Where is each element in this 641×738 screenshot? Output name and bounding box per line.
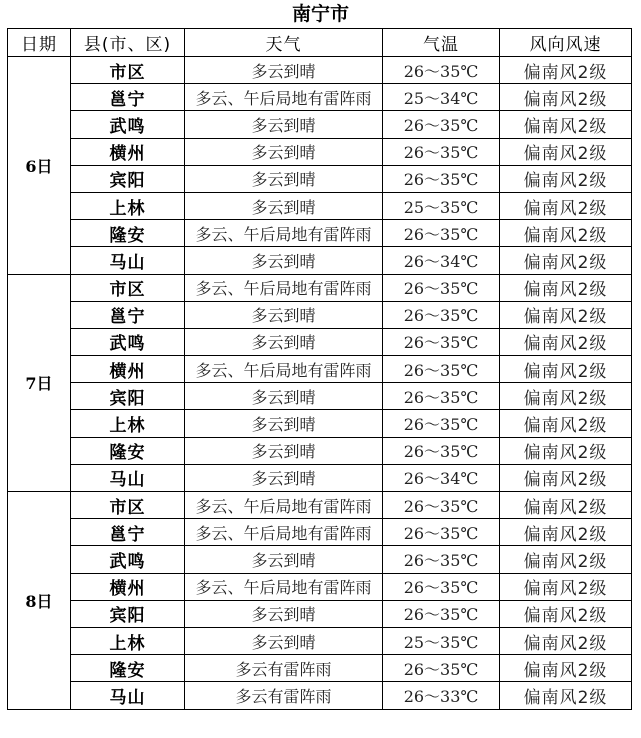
weather-cell: 多云、午后局地有雷阵雨 [185, 220, 383, 247]
weather-cell: 多云有雷阵雨 [185, 655, 383, 682]
weather-cell: 多云到晴 [185, 138, 383, 165]
temperature-cell: 26～35℃ [383, 57, 500, 84]
table-row [8, 410, 632, 437]
wind-cell: 偏南风2级 [500, 627, 632, 654]
wind-cell: 偏南风2级 [500, 57, 632, 84]
county-cell: 邕宁 [71, 84, 185, 111]
wind-cell: 偏南风2级 [500, 519, 632, 546]
county-cell: 市区 [71, 492, 185, 519]
county-cell: 宾阳 [71, 600, 185, 627]
table-row [8, 519, 632, 546]
weather-cell: 多云、午后局地有雷阵雨 [185, 274, 383, 301]
temperature-cell: 25～34℃ [383, 84, 500, 111]
wind-cell: 偏南风2级 [500, 274, 632, 301]
weather-cell: 多云、午后局地有雷阵雨 [185, 519, 383, 546]
wind-cell: 偏南风2级 [500, 328, 632, 355]
weather-cell: 多云、午后局地有雷阵雨 [185, 492, 383, 519]
wind-cell: 偏南风2级 [500, 165, 632, 192]
weather-cell: 多云到晴 [185, 247, 383, 274]
weather-cell: 多云、午后局地有雷阵雨 [185, 573, 383, 600]
temperature-cell: 26～34℃ [383, 247, 500, 274]
table-row [8, 600, 632, 627]
county-cell: 邕宁 [71, 519, 185, 546]
county-cell: 宾阳 [71, 383, 185, 410]
date-cell: 8日 [8, 492, 71, 710]
county-cell: 武鸣 [71, 328, 185, 355]
table-row [8, 247, 632, 274]
weather-cell: 多云到晴 [185, 57, 383, 84]
temperature-cell: 25～35℃ [383, 627, 500, 654]
weather-cell: 多云到晴 [185, 627, 383, 654]
table-row [8, 138, 632, 165]
county-cell: 上林 [71, 627, 185, 654]
county-cell: 邕宁 [71, 301, 185, 328]
table-row [8, 111, 632, 138]
table-row [8, 165, 632, 192]
wind-cell: 偏南风2级 [500, 655, 632, 682]
temperature-cell: 26～35℃ [383, 383, 500, 410]
table-row [8, 220, 632, 247]
temperature-cell: 26～35℃ [383, 546, 500, 573]
county-cell: 上林 [71, 410, 185, 437]
header-county: 县(市、区) [71, 29, 185, 57]
county-cell: 横州 [71, 573, 185, 600]
county-cell: 隆安 [71, 437, 185, 464]
table-row [8, 573, 632, 600]
wind-cell: 偏南风2级 [500, 301, 632, 328]
weather-cell: 多云到晴 [185, 301, 383, 328]
wind-cell: 偏南风2级 [500, 247, 632, 274]
weather-cell: 多云到晴 [185, 464, 383, 491]
table-row [8, 627, 632, 654]
county-cell: 隆安 [71, 655, 185, 682]
table-row [8, 682, 632, 709]
table-row [8, 84, 632, 111]
temperature-cell: 26～35℃ [383, 437, 500, 464]
temperature-cell: 26～35℃ [383, 356, 500, 383]
date-cell: 6日 [8, 57, 71, 275]
weather-cell: 多云到晴 [185, 192, 383, 219]
table-row [8, 356, 632, 383]
table-row [8, 546, 632, 573]
temperature-cell: 26～35℃ [383, 410, 500, 437]
table-row [8, 57, 632, 84]
header-row [8, 29, 632, 57]
temperature-cell: 25～35℃ [383, 192, 500, 219]
wind-cell: 偏南风2级 [500, 138, 632, 165]
temperature-cell: 26～35℃ [383, 274, 500, 301]
temperature-cell: 26～35℃ [383, 519, 500, 546]
table-row [8, 437, 632, 464]
wind-cell: 偏南风2级 [500, 546, 632, 573]
table-row [8, 492, 632, 519]
county-cell: 马山 [71, 247, 185, 274]
temperature-cell: 26～35℃ [383, 600, 500, 627]
wind-cell: 偏南风2级 [500, 111, 632, 138]
county-cell: 隆安 [71, 220, 185, 247]
wind-cell: 偏南风2级 [500, 573, 632, 600]
county-cell: 横州 [71, 356, 185, 383]
wind-cell: 偏南风2级 [500, 192, 632, 219]
temperature-cell: 26～35℃ [383, 165, 500, 192]
weather-cell: 多云到晴 [185, 410, 383, 437]
wind-cell: 偏南风2级 [500, 600, 632, 627]
temperature-cell: 26～35℃ [383, 492, 500, 519]
weather-cell: 多云到晴 [185, 546, 383, 573]
date-cell: 7日 [8, 274, 71, 492]
county-cell: 武鸣 [71, 546, 185, 573]
wind-cell: 偏南风2级 [500, 383, 632, 410]
wind-cell: 偏南风2级 [500, 492, 632, 519]
wind-cell: 偏南风2级 [500, 84, 632, 111]
wind-cell: 偏南风2级 [500, 220, 632, 247]
county-cell: 马山 [71, 682, 185, 709]
table-row [8, 464, 632, 491]
county-cell: 武鸣 [71, 111, 185, 138]
weather-cell: 多云到晴 [185, 165, 383, 192]
temperature-cell: 26～35℃ [383, 111, 500, 138]
temperature-cell: 26～34℃ [383, 464, 500, 491]
temperature-cell: 26～35℃ [383, 301, 500, 328]
weather-cell: 多云到晴 [185, 600, 383, 627]
county-cell: 宾阳 [71, 165, 185, 192]
header-date: 日期 [8, 29, 71, 57]
weather-cell: 多云、午后局地有雷阵雨 [185, 84, 383, 111]
county-cell: 横州 [71, 138, 185, 165]
wind-cell: 偏南风2级 [500, 464, 632, 491]
wind-cell: 偏南风2级 [500, 437, 632, 464]
header-weather: 天气 [185, 29, 383, 57]
county-cell: 市区 [71, 57, 185, 84]
county-cell: 马山 [71, 464, 185, 491]
weather-cell: 多云到晴 [185, 328, 383, 355]
weather-cell: 多云、午后局地有雷阵雨 [185, 356, 383, 383]
header-temperature: 气温 [383, 29, 500, 57]
temperature-cell: 26～35℃ [383, 138, 500, 165]
weather-cell: 多云有雷阵雨 [185, 682, 383, 709]
table-row [8, 655, 632, 682]
table-row [8, 301, 632, 328]
weather-cell: 多云到晴 [185, 383, 383, 410]
county-cell: 市区 [71, 274, 185, 301]
table-row [8, 192, 632, 219]
weather-cell: 多云到晴 [185, 437, 383, 464]
table-header [8, 29, 632, 57]
table-row [8, 383, 632, 410]
wind-cell: 偏南风2级 [500, 682, 632, 709]
temperature-cell: 26～35℃ [383, 655, 500, 682]
table-row [8, 328, 632, 355]
wind-cell: 偏南风2级 [500, 410, 632, 437]
temperature-cell: 26～33℃ [383, 682, 500, 709]
temperature-cell: 26～35℃ [383, 573, 500, 600]
page-title: 南宁市 [291, 3, 349, 25]
forecast-table [7, 28, 632, 710]
table-row [8, 274, 632, 301]
temperature-cell: 26～35℃ [383, 328, 500, 355]
temperature-cell: 26～35℃ [383, 220, 500, 247]
county-cell: 上林 [71, 192, 185, 219]
weather-cell: 多云到晴 [185, 111, 383, 138]
wind-cell: 偏南风2级 [500, 356, 632, 383]
header-wind: 风向风速 [500, 29, 632, 57]
table-body [8, 57, 632, 710]
